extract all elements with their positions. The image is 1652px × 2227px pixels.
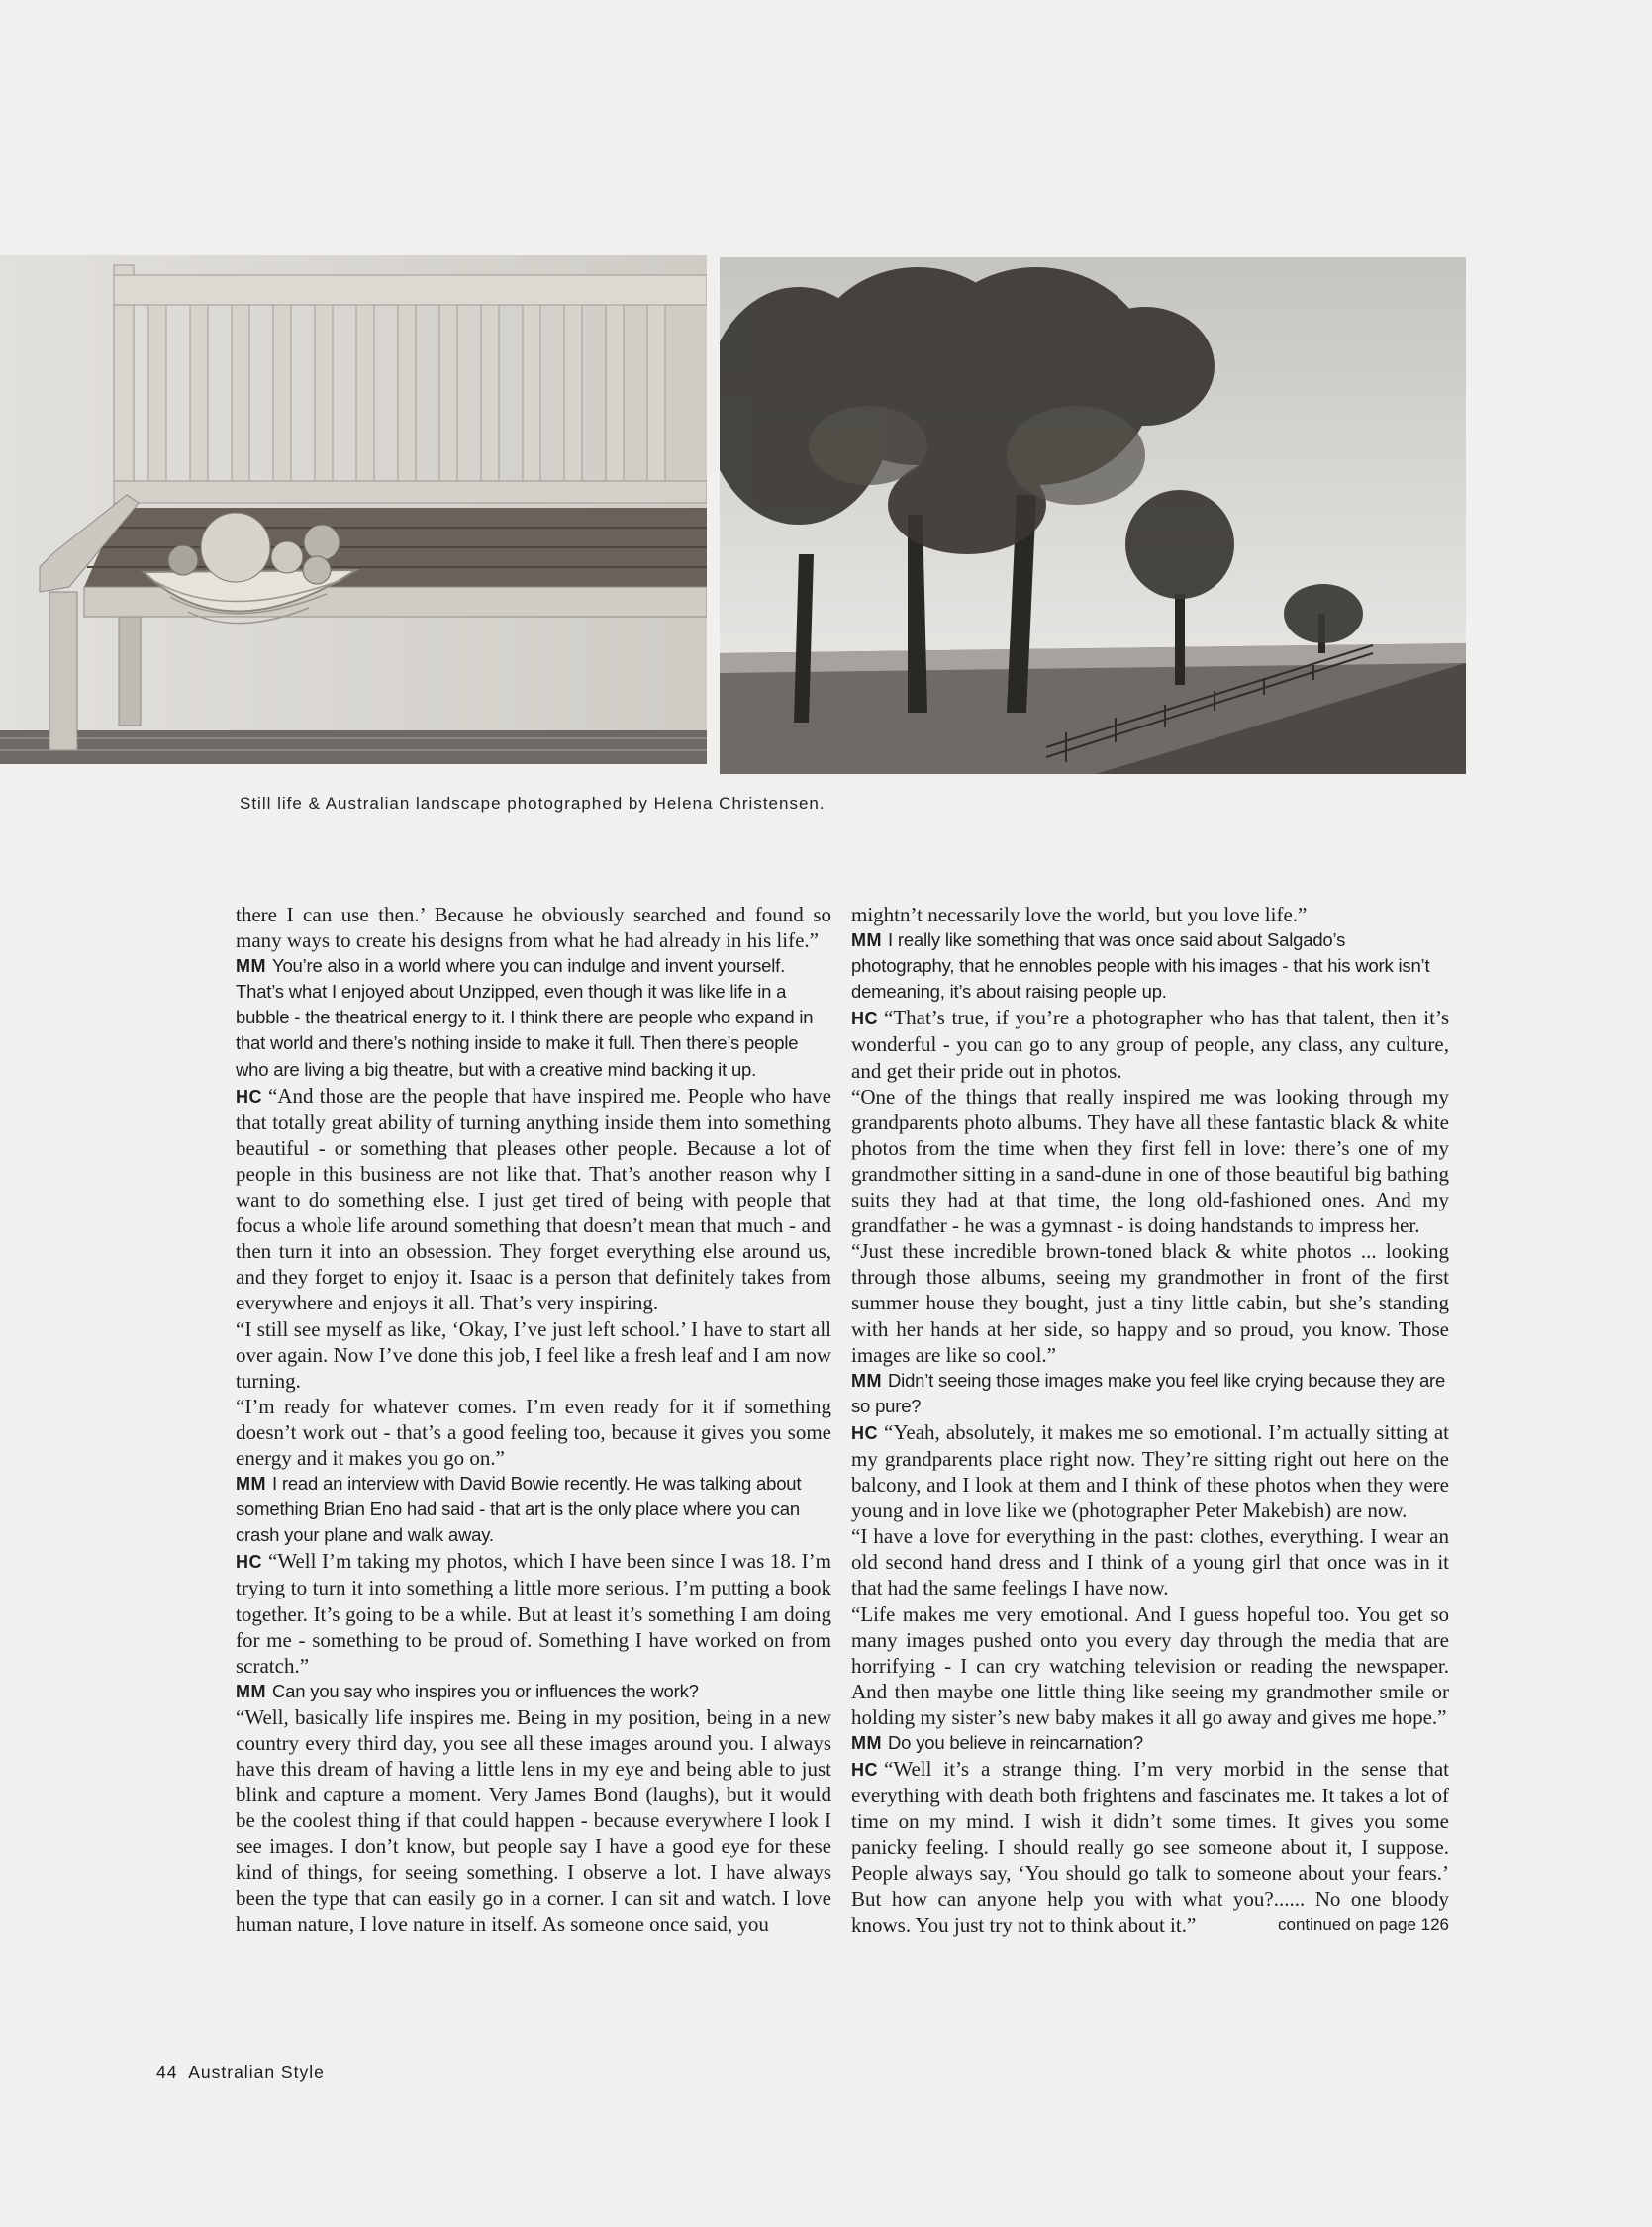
photo-caption: Still life & Australian landscape photographed by Helena Christensen. xyxy=(240,794,826,813)
landscape-photo xyxy=(720,257,1466,774)
speaker-mm: MM xyxy=(851,1370,882,1391)
answer-paragraph: “Life makes me very emotional. And I guess hopeful too. You get so many images pushed onto you every day through the media that are horrifying - I can cry watching television or reading the newspaper. And then maybe one little thing like seeing my grandmother smile or holding my sister’s new baby makes it all go away and gives me hope.” xyxy=(851,1601,1449,1729)
speaker-mm: MM xyxy=(851,1733,882,1753)
answer-paragraph: HC “And those are the people that have inspired me. People who have that totally great ability of turning anything inside them into something beautiful - or something that pleases other people. Because a lot of people in this business are not like that. That’s another reason why I want to do something else. I just get tired of being with people that focus a whole life around something that doesn’t mean that much - and then turn it into an obsession. They forget everything else around us, and they forget to enjoy it. Isaac is a person that definitely takes from everywhere and enjoys it all. That’s very inspiring. xyxy=(236,1083,831,1315)
page-folio xyxy=(156,2062,325,2082)
answer-paragraph: HC “That’s true, if you’re a photographer who has that talent, then it’s wonderful - you can go to any group of people, any class, any culture, and get their pride out in photos. xyxy=(851,1006,1449,1083)
speaker-hc: HC xyxy=(236,1086,262,1107)
speaker-mm: MM xyxy=(236,1681,266,1701)
answer-paragraph: HC “Well I’m taking my photos, which I have been since I was 18. I’m trying to turn it into something a little more serious. I’m putting a book together. It’s going to be a while. But at least it’s something I am doing for me - something to be proud of. Something I have worked on from scratch.” xyxy=(236,1549,831,1678)
question-paragraph: MM I really like something that was once said about Salgado’s photography, that he ennobles people with his images - that his work isn’t demeaning, it’s about raising people up. xyxy=(851,929,1430,1003)
question-paragraph: MM Can you say who inspires you or influences the work? xyxy=(236,1680,699,1701)
continued-note: continued on page 126 xyxy=(1278,1914,1449,1934)
question-paragraph: MM I read an interview with David Bowie recently. He was talking about something Brian Eno had said - that art is the only place where you can crash your plane and walk away. xyxy=(236,1473,802,1546)
page-number: 44 xyxy=(156,2062,178,2082)
still-life-photo xyxy=(0,255,707,764)
article-column-right xyxy=(851,902,1449,1938)
answer-paragraph: “I have a love for everything in the past: clothes, everything. I wear an old second hand dress and I think of a young girl that once was in it that had the same feelings I have now. xyxy=(851,1524,1449,1600)
answer-paragraph: there I can use then.’ Because he obviously searched and found so many ways to create his designs from what he had already in his life.” xyxy=(236,903,831,953)
speaker-mm: MM xyxy=(236,1474,266,1495)
answer-paragraph: mightn’t necessarily love the world, but you love life.” xyxy=(851,903,1308,926)
answer-paragraph: “One of the things that really inspired me was looking through my grandparents photo albums. They have all these fantastic black & white photos from the time when they first fell in love: there’s one of my grandmother sitting in a sand-dune in one of those beautiful big bathing suits they had at that time, the long old-fashioned ones. And my grandfather - he was a gymnast - is doing handstands to impress her. xyxy=(851,1084,1449,1238)
speaker-hc: HC xyxy=(851,1009,878,1029)
question-paragraph: MM You’re also in a world where you can indulge and invent yourself. That’s what I enjoyed about Unzipped, even though it was like life in a bubble - the theatrical energy to it. I think there are people who expand in that world and there’s nothing inside to make it full. Then there’s people who are living a big theatre, but with a creative mind backing it up. xyxy=(236,955,814,1080)
speaker-hc: HC xyxy=(851,1760,878,1781)
question-paragraph: MM Didn’t seeing those images make you feel like crying because they are so pure? xyxy=(851,1369,1446,1416)
question-paragraph: MM Do you believe in reincarnation? xyxy=(851,1732,1143,1753)
answer-paragraph: “I still see myself as like, ‘Okay, I’ve just left school.’ I have to start all over again. Now I’ve done this job, I feel like a fresh leaf and I am now turning. xyxy=(236,1316,831,1393)
speaker-mm: MM xyxy=(236,956,266,977)
answer-paragraph: HC “Yeah, absolutely, it makes me so emotional. I’m actually sitting at my grandparents place right now. They’re sitting right out here on the balcony, and I look at them and I think of these photos when they were young and in love like we (photographer Peter Makebish) are now. xyxy=(851,1419,1449,1523)
publication-name: Australian Style xyxy=(188,2062,325,2082)
answer-paragraph: “I’m ready for whatever comes. I’m even ready for it if something doesn’t work out - that’s a good feeling too, because it gives you some energy and it makes you go on.” xyxy=(236,1394,831,1470)
answer-paragraph: “Just these incredible brown-toned black & white photos ... looking through those albums, seeing my grandmother in front of the first summer house they bought, just a tiny little cabin, but she’s standing with her hands at her side, so happy and so proud, you know. Those images are like so cool.” xyxy=(851,1239,1449,1367)
article-column-left xyxy=(236,902,831,1937)
answer-paragraph: HC “Well it’s a strange thing. I’m very morbid in the sense that everything with death both frightens and fascinates me. It takes a lot of time on my mind. I wish it didn’t some times. It gives you some panicky feeling. I should really go see someone about it, I suppose. People always say, ‘You should go talk to someone about your fears.’ But how can anyone help you with what you?...... No one bloody knows. You just try not to think about it.” continued on page 126 xyxy=(851,1757,1449,1937)
speaker-mm: MM xyxy=(851,930,882,951)
speaker-hc: HC xyxy=(851,1422,878,1443)
speaker-hc: HC xyxy=(236,1552,262,1573)
answer-paragraph: “Well, basically life inspires me. Being in my position, being in a new country every third day, you see all these images around you. I always have this dream of having a little lens in my eye and being able to just blink and capture a moment. Very James Bond (laughs), but it would be the coolest thing if that could happen - because everywhere I look I see images. I don’t know, but people say I have a good eye for these kind of things, for seeing something. I observe a lot. I have always been the type that can easily go in a corner. I can sit and watch. I love human nature, I love nature in itself. As someone once said, you xyxy=(236,1704,831,1936)
